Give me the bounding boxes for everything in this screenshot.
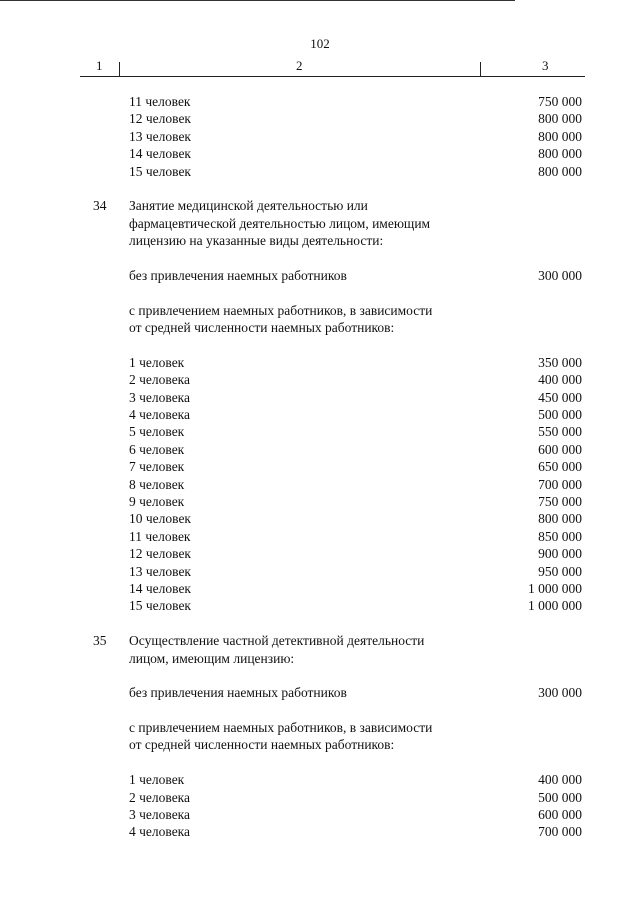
table-row: 7 человек 650 000 bbox=[129, 459, 582, 475]
with-workers-line: с привлечением наемных работников, в зависимости bbox=[129, 720, 433, 736]
row-label: 14 человек bbox=[129, 146, 191, 162]
no-workers-row: без привлечения наемных работников 300 000 bbox=[129, 267, 582, 283]
column-header-1: 1 bbox=[96, 58, 103, 73]
with-workers-line: от средней численности наемных работников: bbox=[129, 320, 395, 336]
table-row: 14 человек 1 000 000 bbox=[129, 580, 582, 596]
section-number: 34 bbox=[93, 198, 107, 214]
section-title-line: лицом, имеющим лицензию: bbox=[129, 650, 295, 666]
page-number: 102 bbox=[310, 36, 330, 51]
table-row: 12 человек 900 000 bbox=[129, 546, 582, 562]
section-34 bbox=[0, 197, 640, 614]
continued-rows bbox=[0, 93, 640, 180]
row-value: 800 000 bbox=[538, 128, 582, 144]
section-title-line: 34 Занятие медицинской деятельностью или bbox=[93, 198, 368, 214]
table-row: 2 человека 500 000 bbox=[129, 789, 582, 805]
with-workers-line: с привлечением наемных работников, в зависимости bbox=[129, 302, 433, 318]
column-divider bbox=[480, 62, 481, 76]
section-title-line: лицензию на указанные виды деятельности: bbox=[129, 233, 384, 249]
section-title-line: 35 Осуществление частной детективной деятельности bbox=[93, 633, 425, 649]
table-row: 1 человек 350 000 bbox=[129, 354, 582, 370]
table-row: 1 человек 400 000 bbox=[129, 772, 582, 788]
no-workers-row: без привлечения наемных работников 300 000 bbox=[129, 685, 582, 701]
column-header-3: 3 bbox=[542, 58, 549, 73]
section-title-line: фармацевтической деятельностью лицом, имеющим bbox=[129, 215, 431, 231]
table-row: 3 человека 450 000 bbox=[129, 389, 582, 405]
table-row bbox=[0, 128, 640, 145]
column-header-2: 2 bbox=[296, 58, 303, 73]
table-row: 4 человека 500 000 bbox=[129, 407, 582, 423]
table-row: 8 человек 700 000 bbox=[129, 476, 582, 492]
table-row: 9 человек 750 000 bbox=[129, 493, 582, 509]
row-label: 11 человек bbox=[129, 94, 191, 109]
tariff-table bbox=[0, 93, 640, 841]
table-row: 3 человека 600 000 bbox=[129, 807, 582, 823]
row-value: 750 000 bbox=[538, 94, 582, 109]
section-35 bbox=[0, 632, 640, 841]
table-row bbox=[0, 163, 640, 180]
row-value: 800 000 bbox=[538, 163, 582, 179]
table-row: 13 человек 950 000 bbox=[129, 563, 582, 579]
column-header-row bbox=[80, 58, 585, 77]
row-label: 12 человек bbox=[129, 111, 191, 127]
row-value: 800 000 bbox=[538, 146, 582, 162]
top-rule bbox=[0, 0, 515, 1]
row-value: 800 000 bbox=[538, 111, 582, 127]
table-row: 4 человека 700 000 bbox=[129, 824, 582, 840]
with-workers-line: от средней численности наемных работников: bbox=[129, 737, 395, 753]
table-row bbox=[0, 93, 640, 110]
table-row bbox=[0, 145, 640, 162]
table-row: 5 человек 550 000 bbox=[129, 424, 582, 440]
table-row: 11 человек 850 000 bbox=[129, 528, 582, 544]
table-row: 2 человека 400 000 bbox=[129, 372, 582, 388]
section-number: 35 bbox=[93, 633, 107, 649]
table-row: 15 человек 1 000 000 bbox=[129, 598, 582, 614]
table-row: 6 человек 600 000 bbox=[129, 441, 582, 457]
column-divider bbox=[119, 62, 120, 76]
row-label: 15 человек bbox=[129, 163, 191, 179]
table-row: 10 человек 800 000 bbox=[129, 511, 582, 527]
table-row bbox=[0, 110, 640, 127]
row-label: 13 человек bbox=[129, 128, 191, 144]
